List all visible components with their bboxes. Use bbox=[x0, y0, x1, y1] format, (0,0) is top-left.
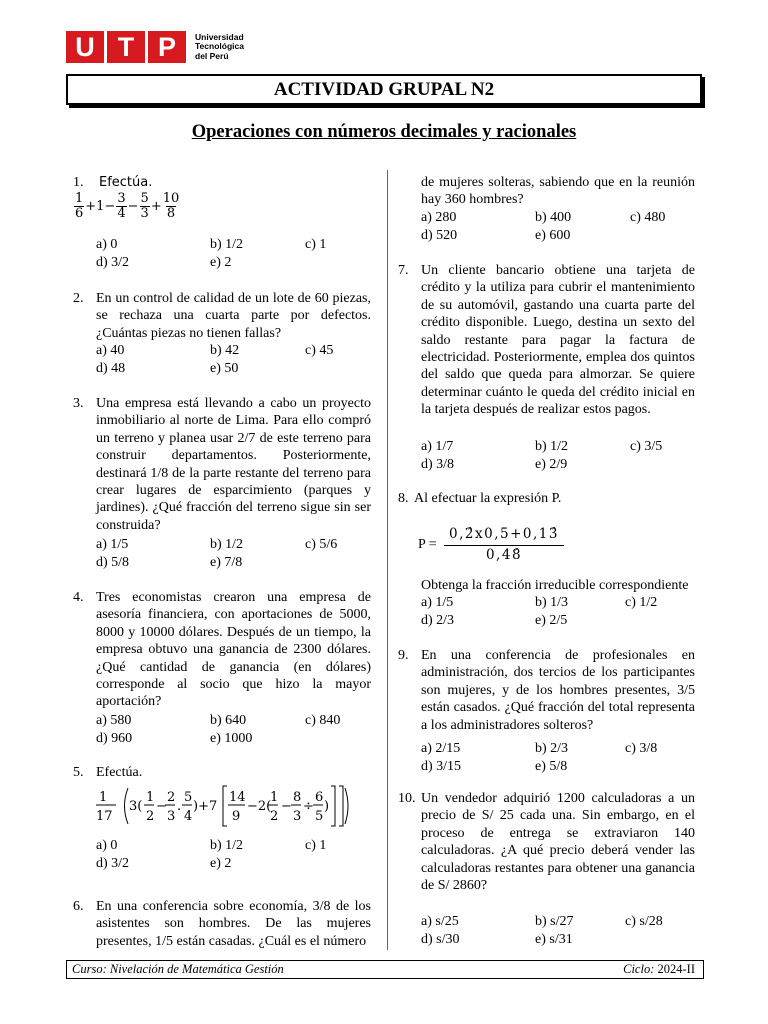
question-text: Al efectuar la expresión P. bbox=[414, 491, 562, 506]
question-number: 2. bbox=[73, 291, 84, 306]
question-text: Tres economistas crearon una empresa de asesoría financiera, con aportaciones de 5000, 8000 y 10000 dólares. Después de un tiempo, la empresa obtuvo una ganancia de 2300 dólares. ¿Qué cantidad de ganancia (en dólares) corresponde al socio que hizo la mayor aportación? bbox=[96, 590, 371, 710]
option-d: d) s/30 bbox=[421, 932, 460, 947]
page-subtitle: Operaciones con números decimales y racionales bbox=[191, 122, 577, 142]
page-footer bbox=[66, 960, 704, 979]
option-a: a) 0 bbox=[96, 237, 118, 252]
frac-den: 2 bbox=[270, 809, 279, 824]
fraction bbox=[163, 192, 180, 221]
frac-num: 3 bbox=[117, 191, 126, 206]
option-e: e) 50 bbox=[210, 361, 239, 376]
column-divider bbox=[387, 170, 388, 950]
q5-formula-svg bbox=[95, 782, 370, 830]
instruction-text: Obtenga la fracción irreducible correspondiente bbox=[421, 578, 689, 593]
p-denominator: 0,48̂ bbox=[485, 547, 523, 563]
option-c: c) 3/8 bbox=[625, 741, 658, 756]
footer-cycle bbox=[623, 961, 695, 978]
option-d: d) 5/8 bbox=[96, 555, 130, 570]
option-d: d) 48 bbox=[96, 361, 126, 376]
option-c: c) 3/5 bbox=[630, 439, 663, 454]
cycle-value: 2024-II bbox=[657, 962, 695, 976]
logo-letter-u: U bbox=[66, 31, 104, 63]
logo-letter-p: P bbox=[148, 31, 186, 63]
frac-den: 8 bbox=[166, 206, 176, 221]
question-text: Efectúa. bbox=[99, 175, 153, 190]
option-e: e) 600 bbox=[535, 228, 571, 243]
frac-den: 3 bbox=[293, 809, 302, 824]
q5-expression bbox=[95, 782, 370, 835]
frac-num: 1 bbox=[99, 790, 108, 805]
option-d: d) 3/8 bbox=[421, 457, 455, 472]
question-number: 9. bbox=[398, 648, 409, 663]
option-a: a) 580 bbox=[96, 713, 132, 728]
question-number: 8. bbox=[398, 491, 409, 506]
expr-part: ) bbox=[324, 799, 330, 814]
fraction bbox=[140, 192, 150, 221]
frac-den: 4 bbox=[117, 206, 126, 221]
question-number: 4. bbox=[73, 590, 84, 605]
frac-num: 5 bbox=[184, 790, 193, 805]
logo-line1: Universidad bbox=[195, 31, 244, 42]
option-a: a) 1/5 bbox=[421, 595, 454, 610]
utp-logo bbox=[66, 31, 244, 63]
frac-num: 8 bbox=[293, 790, 302, 805]
expr-part: + bbox=[150, 198, 162, 214]
frac-num: 6 bbox=[315, 790, 324, 805]
logo-letter-t: T bbox=[107, 31, 145, 63]
frac-den: 3 bbox=[167, 809, 176, 824]
question-number: 7. bbox=[398, 263, 409, 278]
option-b: b) 42 bbox=[210, 343, 240, 358]
option-b: b) 1/3 bbox=[535, 595, 569, 610]
course-name: Nivelación de Matemática Gestión bbox=[109, 962, 284, 976]
option-e: e) 7/8 bbox=[210, 555, 243, 570]
question-text: Un vendedor adquirió 1200 calculadoras a un precio de S/ 25 cada una. Sin embargo, en el proceso de entrega se extraviaron 140 calculadoras. ¿A qué precio deberá vender las calculadoras restantes para obtener una ganancia de S/ 2860? bbox=[421, 791, 695, 894]
option-d: d) 3/2 bbox=[96, 255, 130, 270]
frac-num: 5 bbox=[140, 191, 149, 206]
expr-part: − bbox=[127, 198, 139, 214]
option-e: e) 2/5 bbox=[535, 613, 568, 628]
p-numerator: 0,2̂x0,5+0,13̂ bbox=[449, 526, 559, 542]
option-b: b) 1/2 bbox=[535, 439, 569, 454]
option-d: d) 2/3 bbox=[421, 613, 455, 628]
option-c: c) 1 bbox=[305, 838, 327, 853]
question-number: 3. bbox=[73, 396, 84, 411]
option-a: a) 2/15 bbox=[421, 741, 461, 756]
question-number: 6. bbox=[73, 899, 84, 914]
option-b: b) s/27 bbox=[535, 914, 574, 929]
option-a: a) 1/7 bbox=[421, 439, 454, 454]
expr-part: −2( bbox=[247, 799, 272, 814]
option-a: a) s/25 bbox=[421, 914, 459, 929]
question-text: Una empresa está llevando a cabo un proyecto inmobiliario al norte de Lima. Para ello compró un terreno y planea usar 2/7 de este terreno para construir departamentos. Posteriormente, destinará 1/8 de la parte restante del terreno para crear lugares de esparcimiento (parques y jardines). ¿Qué fracción del terreno sigue sin ser construida? bbox=[96, 396, 371, 533]
question-text: Efectúa. bbox=[96, 765, 143, 780]
fraction-bar bbox=[444, 545, 564, 546]
question-text: En una conferencia sobre economía, 3/8 de los asistentes son hombres. De las mujeres presentes, 1/5 están casadas. ¿Cuál es el número bbox=[96, 899, 371, 949]
frac-num: 1 bbox=[270, 790, 279, 805]
q1-expression bbox=[73, 192, 180, 221]
question-number: 1. bbox=[73, 175, 84, 190]
expr-part: − bbox=[281, 799, 292, 814]
option-b: b) 1/2 bbox=[210, 237, 244, 252]
frac-den: 3 bbox=[140, 206, 149, 221]
frac-den: 2 bbox=[146, 809, 155, 824]
question-number: 5. bbox=[73, 765, 84, 780]
option-b: b) 640 bbox=[210, 713, 247, 728]
frac-num: 14 bbox=[229, 790, 246, 805]
expr-part: +1− bbox=[85, 198, 116, 214]
option-c: c) s/28 bbox=[625, 914, 663, 929]
logo-line2: Tecnológica bbox=[195, 41, 244, 52]
option-e: e) 1000 bbox=[210, 731, 253, 746]
expr-part: . bbox=[177, 799, 182, 814]
question-number: 10. bbox=[398, 791, 416, 806]
option-b: b) 1/2 bbox=[210, 537, 244, 552]
option-c: c) 840 bbox=[305, 713, 341, 728]
option-a: a) 280 bbox=[421, 210, 457, 225]
option-d: d) 520 bbox=[421, 228, 458, 243]
option-b: b) 1/2 bbox=[210, 838, 244, 853]
option-e: e) 2/9 bbox=[535, 457, 568, 472]
course-label: Curso: bbox=[72, 962, 107, 976]
option-e: e) 5/8 bbox=[535, 759, 568, 774]
option-e: e) 2 bbox=[210, 856, 232, 871]
option-c: c) 5/6 bbox=[305, 537, 338, 552]
question-text: Un cliente bancario obtiene una tarjeta de crédito y la utiliza para cubrir el mantenimiento de su automóvil, gastando una cuarta parte del crédito disponible. Luego, destina un sexto del saldo restante para pagar la factura de electricidad. Posteriormente, emplea dos quintos del saldo que queda para almorzar. Se quiere determinar cuánto le queda del crédito inicial en la tarjeta después de realizar estos pagos. bbox=[421, 263, 695, 418]
fraction bbox=[74, 192, 84, 221]
logo-text bbox=[195, 33, 244, 62]
option-d: d) 3/15 bbox=[421, 759, 462, 774]
frac-den: 4 bbox=[184, 809, 193, 824]
frac-num: 10 bbox=[162, 191, 180, 206]
option-c: c) 1/2 bbox=[625, 595, 658, 610]
frac-num: 2 bbox=[167, 790, 176, 805]
question-text: de mujeres solteras, sabiendo que en la reunión hay 360 hombres? bbox=[421, 175, 695, 208]
option-d: d) 960 bbox=[96, 731, 133, 746]
frac-num: 1 bbox=[75, 191, 84, 206]
p-label: P = bbox=[418, 537, 437, 552]
option-b: b) 2/3 bbox=[535, 741, 569, 756]
option-d: d) 3/2 bbox=[96, 856, 130, 871]
expr-part: 3( bbox=[129, 799, 143, 814]
option-c: c) 1 bbox=[305, 237, 327, 252]
logo-line3: del Perú bbox=[195, 50, 229, 61]
frac-num: 1 bbox=[146, 790, 155, 805]
option-c: c) 480 bbox=[630, 210, 666, 225]
question-text: En un control de calidad de un lote de 60 piezas, se rechaza una cuarta parte por defectos. ¿Cuántas piezas no tienen fallas? bbox=[96, 291, 371, 341]
frac-den: 9 bbox=[232, 809, 241, 824]
cycle-label: Ciclo: bbox=[623, 962, 655, 976]
footer-course bbox=[72, 961, 284, 978]
frac-den: 17 bbox=[96, 809, 113, 824]
option-a: a) 40 bbox=[96, 343, 125, 358]
expr-part: − bbox=[156, 799, 167, 814]
expr-part: ÷ bbox=[303, 799, 314, 814]
page-title: ACTIVIDAD GRUPAL N2 bbox=[66, 74, 702, 105]
frac-den: 5 bbox=[315, 809, 324, 824]
fraction bbox=[116, 192, 126, 221]
frac-den: 6 bbox=[75, 206, 84, 221]
question-text: En una conferencia de profesionales en administración, dos tercios de los participantes son mujeres, y de los hombres presentes, 3/5 están casados. ¿Qué fracción del total representa a los administradores solteros? bbox=[421, 648, 695, 733]
option-c: c) 45 bbox=[305, 343, 334, 358]
option-b: b) 400 bbox=[535, 210, 572, 225]
option-e: e) 2 bbox=[210, 255, 232, 270]
option-a: a) 1/5 bbox=[96, 537, 129, 552]
option-e: e) s/31 bbox=[535, 932, 573, 947]
expr-part: )+7 bbox=[193, 799, 218, 814]
option-a: a) 0 bbox=[96, 838, 118, 853]
